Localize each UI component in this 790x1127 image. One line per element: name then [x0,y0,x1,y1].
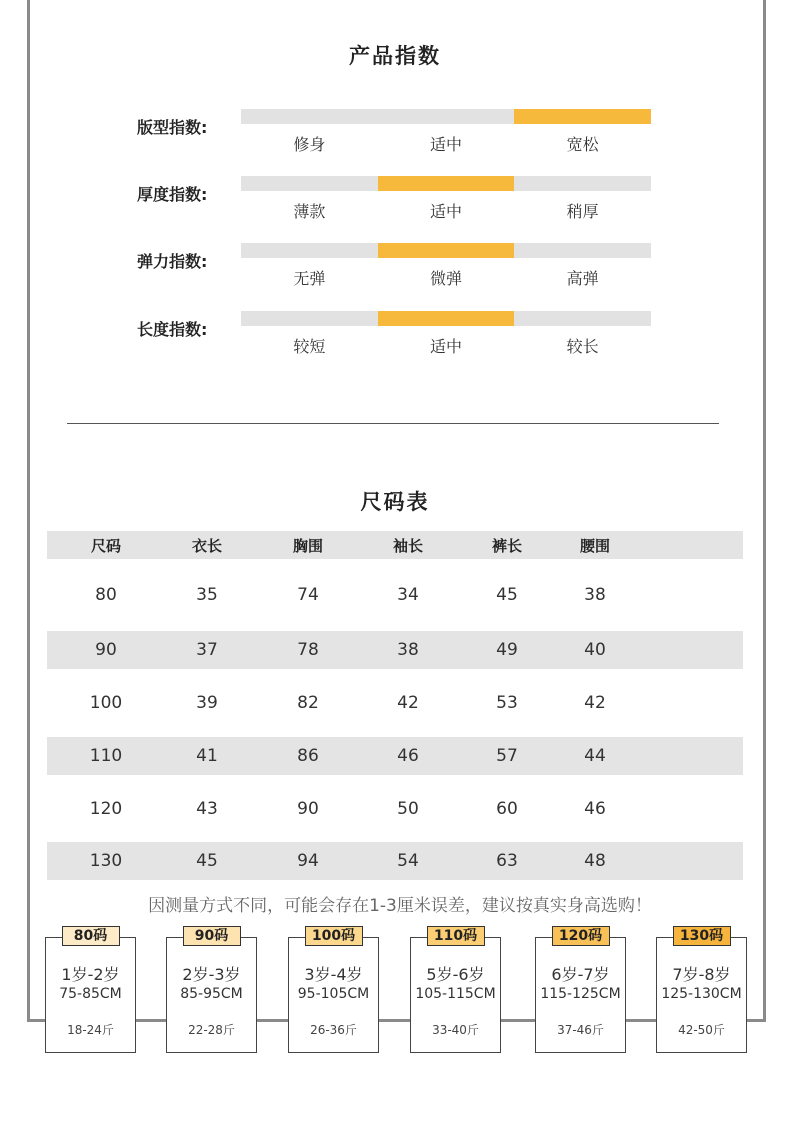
index-option-label: 薄款 [293,202,326,221]
table-cell: 50 [397,798,419,819]
size-card-badge: 120码 [552,926,610,946]
size-card-weight: 26-36斤 [310,1023,357,1037]
table-cell: 49 [496,640,518,660]
table-cell: 90 [297,798,319,819]
table-cell: 57 [496,746,518,766]
table-cell: 130 [89,851,123,871]
size-card-weight: 22-28斤 [188,1023,235,1037]
table-cell: 80 [95,585,117,605]
table-row [47,775,743,842]
table-cell: 46 [584,798,606,819]
index-bar-segment [241,243,378,258]
index-bar-segment [241,311,378,326]
size-card-age: 2岁-3岁 [182,965,241,984]
size-card-weight: 37-46斤 [557,1023,604,1037]
table-cell: 60 [496,798,518,819]
index-option-label: 宽松 [566,135,599,154]
index-bar-segment-active [378,243,515,258]
index-label: 弹力指数: [137,252,208,271]
index-row [0,109,790,169]
size-chart-table [47,531,743,871]
index-option-label: 稍厚 [566,202,599,221]
table-cell: 82 [297,693,319,713]
size-card-weight: 18-24斤 [67,1023,114,1037]
index-bar-segment-active [514,109,651,124]
index-bar-segment-active [378,311,515,326]
table-cell: 120 [89,798,123,819]
index-bar-segment [241,109,378,124]
size-card [410,928,501,1053]
table-cell: 46 [397,746,419,766]
table-cell: 63 [496,851,518,871]
index-option-label: 适中 [430,135,463,154]
size-card-weight: 42-50斤 [678,1023,725,1037]
table-cell: 34 [397,585,419,605]
table-cell: 100 [89,693,123,713]
table-cell: 48 [584,851,606,871]
index-option-label: 修身 [293,135,326,154]
size-card [656,928,747,1053]
index-options [241,132,651,155]
section-divider [67,423,719,424]
index-bar-segment [241,176,378,191]
index-bar-segment [514,176,651,191]
size-card-height: 75-85CM [59,986,122,1002]
table-cell: 42 [584,693,606,713]
size-card-age: 3岁-4岁 [304,965,363,984]
index-label: 长度指数: [137,320,208,339]
index-bar [241,243,651,258]
size-card [166,928,257,1053]
index-options [241,199,651,222]
table-header-cell: 衣长 [191,536,222,555]
table-row [47,842,743,880]
size-card-age: 5岁-6岁 [426,965,485,984]
product-index-title: 产品指数 [349,44,441,68]
table-row [47,559,743,631]
table-cell: 53 [496,693,518,713]
index-bar [241,311,651,326]
table-header-cell: 尺码 [90,536,121,555]
index-option-label: 微弹 [430,269,463,288]
size-card-badge: 130码 [673,926,731,946]
table-cell: 40 [584,640,606,660]
index-bar-segment [514,243,651,258]
size-card-height: 125-130CM [661,986,742,1002]
index-options [241,334,651,357]
table-cell: 90 [95,640,117,660]
table-cell: 38 [584,585,606,605]
size-card [288,928,379,1053]
index-bar-segment [514,311,651,326]
table-row [47,669,743,737]
table-cell: 42 [397,693,419,713]
table-cell: 54 [397,851,419,871]
table-cell: 38 [397,640,419,660]
size-card-badge: 80码 [62,926,120,946]
table-row [47,631,743,669]
index-bar-segment-active [378,176,515,191]
index-options [241,266,651,289]
table-cell: 43 [196,798,218,819]
size-card-height: 105-115CM [415,986,496,1002]
size-card-height: 115-125CM [540,986,621,1002]
size-card-age: 6岁-7岁 [551,965,610,984]
index-label: 厚度指数: [137,185,208,204]
index-bar [241,176,651,191]
table-header-cell: 胸围 [292,536,323,555]
index-row [0,176,790,236]
table-cell: 45 [496,585,518,605]
table-cell: 86 [297,746,319,766]
table-header-cell: 袖长 [392,536,423,555]
size-card-weight: 33-40斤 [432,1023,479,1037]
table-header-cell: 腰围 [579,536,610,555]
index-bar [241,109,651,124]
measurement-note: 因测量方式不同，可能会存在1-3厘米误差，建议按真实身高选购！ [148,896,652,916]
table-cell: 45 [196,851,218,871]
table-cell: 94 [297,851,319,871]
table-cell: 44 [584,746,606,766]
size-card [45,928,136,1053]
index-option-label: 适中 [430,202,463,221]
table-cell: 35 [196,585,218,605]
index-option-label: 较长 [566,337,599,356]
index-row [0,311,790,371]
size-card-badge: 110码 [427,926,485,946]
table-cell: 37 [196,640,218,660]
table-cell: 41 [196,746,218,766]
table-cell: 110 [89,746,123,766]
index-option-label: 较短 [293,337,326,356]
size-card-badge: 100码 [305,926,363,946]
size-card-age: 1岁-2岁 [61,965,120,984]
index-option-label: 高弹 [566,269,599,288]
size-card-age: 7岁-8岁 [672,965,731,984]
table-row [47,737,743,775]
index-row [0,243,790,303]
size-chart-title: 尺码表 [360,490,430,514]
size-card-height: 85-95CM [180,986,243,1002]
table-cell: 74 [297,585,319,605]
size-card-height: 95-105CM [297,986,370,1002]
table-cell: 39 [196,693,218,713]
size-card-badge: 90码 [183,926,241,946]
index-option-label: 无弹 [293,269,326,288]
index-option-label: 适中 [430,337,463,356]
index-label: 版型指数: [137,118,208,137]
table-header-row [47,531,743,559]
table-cell: 78 [297,640,319,660]
table-header-cell: 裤长 [491,536,522,555]
index-bar-segment [378,109,515,124]
size-card [535,928,626,1053]
